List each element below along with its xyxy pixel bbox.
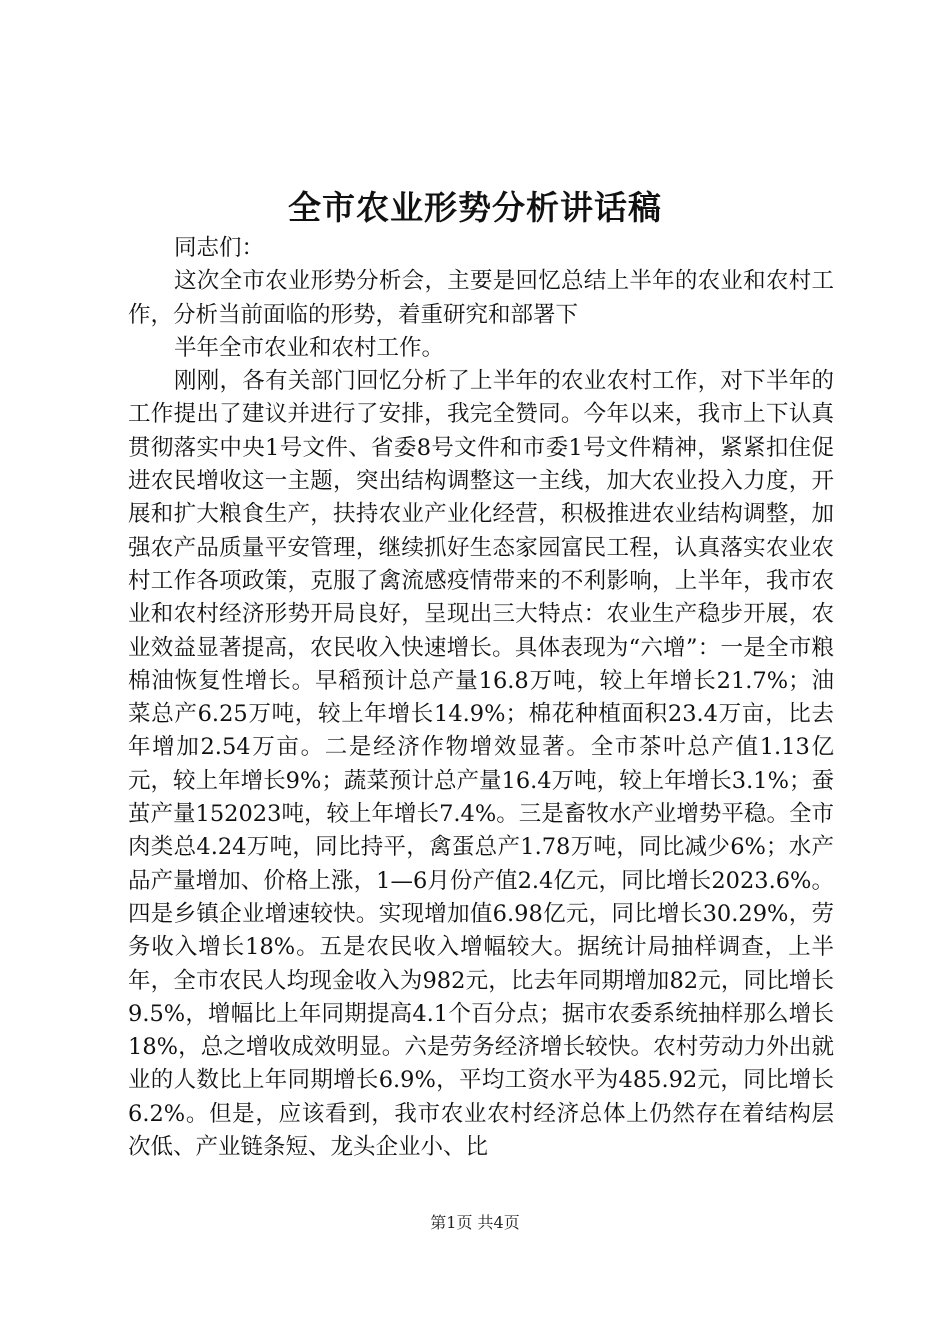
paragraph-1-continuation: 半年全市农业和农村工作。 (174, 334, 445, 361)
document-body (128, 232, 834, 1164)
paragraph-2: 刚刚，各有关部门回忆分析了上半年的农业农村工作，对下半年的工作提出了建议并进行了安排，我完全赞同。今年以来，我市上下认真贯彻落实中央1号文件、省委8号文件和市委1号文件精神，紧紧扣住促进农民增收这一主题，突出结构调整这一主线，加大农业投入力度，开展和扩大粮食生产，扶持农业产业化经营，积极推进农业结构调整，加强农产品质量平安管理，继续抓好生态家园富民工程，认真落实农业农村工作各项政策，克服了禽流感疫情带来的不利影响，上半年，我市农业和农村经济形势开局良好，呈现出三大特点：农业生产稳步开展，农业效益显著提高，农民收入快速增长。具体表现为“六增”：一是全市粮棉油恢复性增长。早稻预计总产量16.8万吨，较上年增长21.7%；油菜总产6.25万吨，较上年增长14.9%；棉花种植面积23.4万亩，比去年增加2.54万亩。二是经济作物增效显著。全市茶叶总产值1.13亿元，较上年增长9%；蔬菜预计总产量16.4万吨，较上年增长3.1%；蚕茧产量152023吨，较上年增长7.4%。三是畜牧水产业增势平稳。全市肉类总4.24万吨，同比持平，禽蛋总产1.78万吨，同比减少6%；水产品产量增加、价格上涨，1—6月份产值2.4亿元，同比增长2023.6%。四是乡镇企业增速较快。实现增加值6.98亿元，同比增长30.29%，劳务收入增长18%。五是农民收入增幅较大。据统计局抽样调查，上半年，全市农民人均现金收入为982元，比去年同期增加82元，同比增长9.5%，增幅比上年同期提高4.1个百分点；据市农委系统抽样那么增长18%，总之增收成效明显。六是劳务经济增长较快。农村劳动力外出就业的人数比上年同期增长6.9%，平均工资水平为485.92元，同比增长6.2%。但是，应该看到，我市农业农村经济总体上仍然存在着结构层次低、产业链条短、龙头企业小、比 (128, 368, 834, 1161)
document-title: 全市农业形势分析讲话稿 (288, 188, 662, 227)
paragraph-1: 这次全市农业形势分析会，主要是回忆总结上半年的农业和农村工作，分析当前面临的形势，着重研究和部署下 (128, 268, 834, 328)
page-number-footer: 第1页 共4页 (430, 1213, 520, 1232)
salutation: 同志们： (174, 235, 265, 261)
